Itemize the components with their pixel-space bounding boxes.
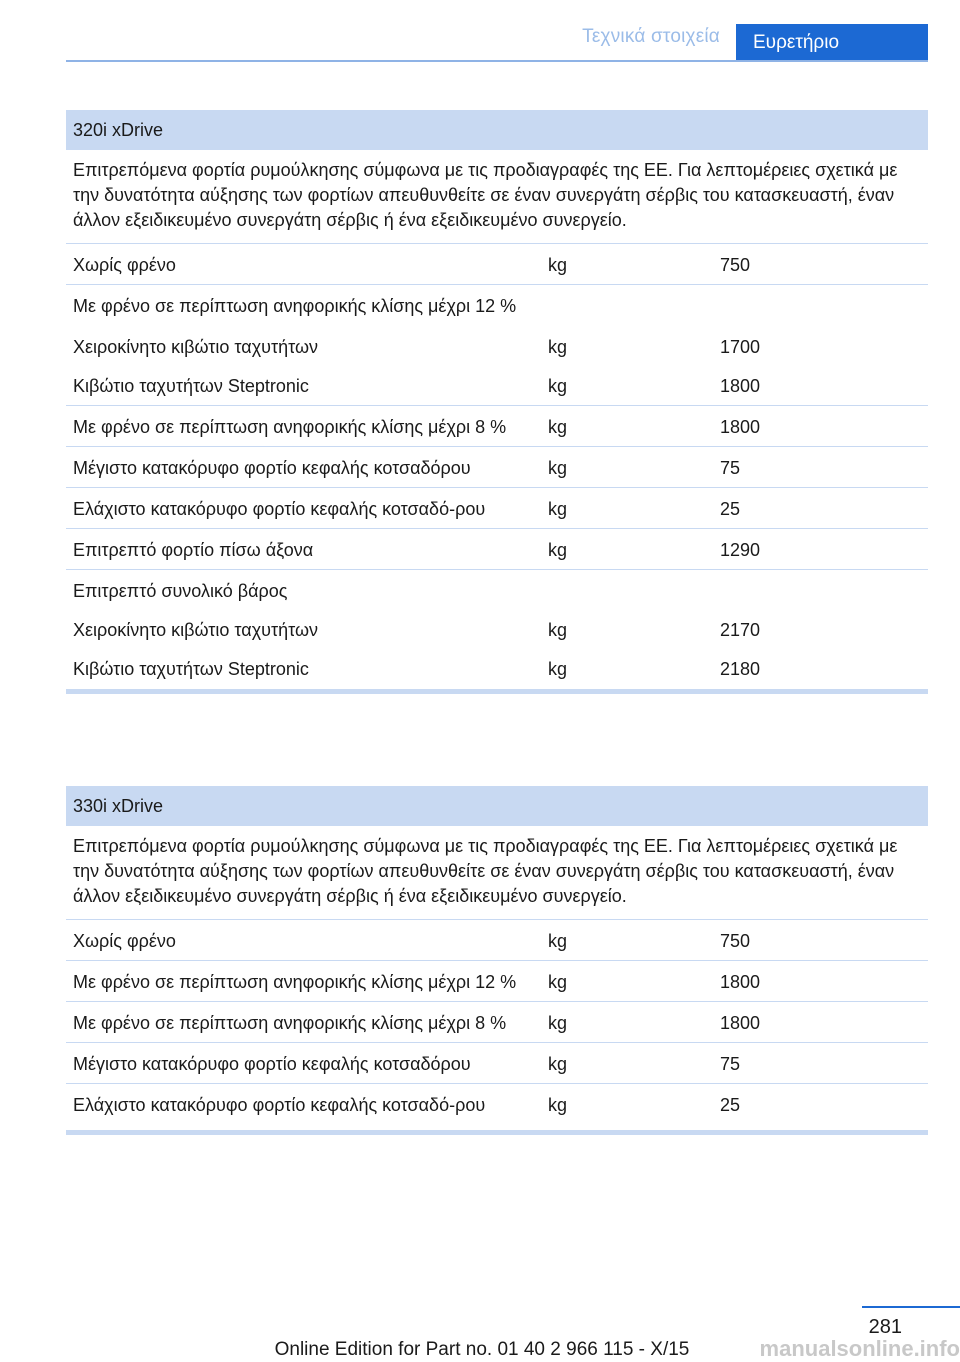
- row-unit: kg: [548, 972, 568, 992]
- row-unit: kg: [548, 417, 568, 437]
- row-unit: [540, 579, 712, 604]
- footer-divider: [862, 1306, 960, 1308]
- table-row: [66, 488, 928, 529]
- row-value: 1800: [720, 1013, 761, 1033]
- section-title: 320i xDrive: [66, 110, 928, 150]
- section-description: Επιτρεπόμενα φορτία ρυμούλκησης σύμφωνα με τις προδιαγραφές της ΕΕ. Για λεπτομέρειες σχετικά με την δυνατότητα αύξησης των φορτίων απευθυνθείτε σε έναν συνεργάτη σέρβις του κατασκευαστή, έναν άλλον εξειδικευμένο συνεργάτη σέρβις ή ένα εξειδικευμένο συνεργείο.: [66, 150, 928, 244]
- row-label: Με φρένο σε περίπτωση ανηφορικής κλίσης μέχρι 8 %: [73, 1013, 507, 1033]
- section-end-rule: [66, 689, 928, 694]
- watermark: manualsonline.info: [759, 1336, 960, 1361]
- tab-technical-data[interactable]: Τεχνικά στοιχεία: [582, 26, 720, 47]
- row-value: 1290: [720, 540, 761, 560]
- row-unit: kg: [548, 540, 568, 560]
- row-unit: kg: [548, 1054, 568, 1074]
- table-row: [66, 285, 928, 319]
- row-value: 1800: [720, 417, 761, 437]
- row-value: 25: [720, 1095, 741, 1115]
- table-row: [66, 447, 928, 488]
- row-label: Με φρένο σε περίπτωση ανηφορικής κλίσης μέχρι 8 %: [73, 417, 507, 437]
- tab-index[interactable]: Ευρετήριο: [736, 24, 928, 62]
- row-value: [712, 579, 928, 604]
- spec-section-330i: [66, 786, 928, 1135]
- row-label: Ελάχιστο κατακόρυφο φορτίο κεφαλής κοτσαδό-ρου: [73, 499, 486, 519]
- table-row: [66, 1002, 928, 1043]
- table-row: [66, 643, 928, 682]
- row-value: 25: [720, 499, 741, 519]
- row-value: 75: [720, 1054, 741, 1074]
- row-unit: kg: [548, 376, 568, 396]
- table-row: [66, 529, 928, 570]
- row-unit: kg: [548, 255, 568, 275]
- row-unit: kg: [548, 1095, 568, 1115]
- table-row: [66, 920, 928, 961]
- row-label: Χωρίς φρένο: [73, 255, 176, 275]
- row-unit: kg: [548, 931, 568, 951]
- section-description: Επιτρεπόμενα φορτία ρυμούλκησης σύμφωνα με τις προδιαγραφές της ΕΕ. Για λεπτομέρειες σχετικά με την δυνατότητα αύξησης των φορτίων απευθυνθείτε σε έναν συνεργάτη σέρβις του κατασκευαστή, έναν άλλον εξειδικευμένο συνεργάτη σέρβις ή ένα εξειδικευμένο συνεργείο.: [66, 826, 928, 920]
- row-unit: kg: [548, 499, 568, 519]
- row-value: 1800: [720, 376, 761, 396]
- table-row: [66, 1043, 928, 1084]
- row-label: Επιτρεπτό συνολικό βάρος: [73, 581, 288, 601]
- row-label: Χειροκίνητο κιβώτιο ταχυτήτων: [73, 337, 319, 357]
- header-divider: [66, 60, 928, 62]
- table-row: [66, 319, 928, 360]
- row-label: Επιτρεπτό φορτίο πίσω άξονα: [73, 540, 314, 560]
- edition-note: Online Edition for Part no. 01 40 2 966 115 - X/15: [274, 1339, 690, 1360]
- table-row: [66, 604, 928, 643]
- row-label: Κιβώτιο ταχυτήτων Steptronic: [73, 376, 309, 396]
- row-unit: kg: [548, 1013, 568, 1033]
- row-unit: kg: [548, 337, 568, 357]
- table-row: [66, 244, 928, 285]
- table-row: [66, 1084, 928, 1124]
- table-row: [66, 570, 928, 604]
- table-row: [66, 360, 928, 406]
- row-label: Ελάχιστο κατακόρυφο φορτίο κεφαλής κοτσαδό-ρου: [73, 1095, 486, 1115]
- spec-section-320i: [66, 110, 928, 694]
- row-unit: [540, 294, 712, 319]
- row-label: Με φρένο σε περίπτωση ανηφορικής κλίσης μέχρι 12 %: [73, 972, 517, 992]
- table-row: [66, 406, 928, 447]
- page-header: [0, 0, 960, 62]
- row-value: 75: [720, 458, 741, 478]
- row-value: [712, 294, 928, 319]
- row-label: Κιβώτιο ταχυτήτων Steptronic: [73, 659, 309, 679]
- row-label: Χωρίς φρένο: [73, 931, 176, 951]
- row-value: 750: [720, 255, 751, 275]
- section-end-rule: [66, 1130, 928, 1135]
- row-label: Με φρένο σε περίπτωση ανηφορικής κλίσης μέχρι 12 %: [73, 296, 517, 316]
- row-value: 2180: [720, 659, 761, 679]
- section-title: 330i xDrive: [66, 786, 928, 826]
- row-value: 2170: [720, 620, 761, 640]
- row-label: Μέγιστο κατακόρυφο φορτίο κεφαλής κοτσαδόρου: [73, 1054, 471, 1074]
- row-unit: kg: [548, 659, 568, 679]
- row-unit: kg: [548, 620, 568, 640]
- row-value: 1700: [720, 337, 761, 357]
- row-label: Χειροκίνητο κιβώτιο ταχυτήτων: [73, 620, 319, 640]
- row-label: Μέγιστο κατακόρυφο φορτίο κεφαλής κοτσαδόρου: [73, 458, 471, 478]
- row-unit: kg: [548, 458, 568, 478]
- row-value: 750: [720, 931, 751, 951]
- page-number: 281: [868, 1316, 902, 1338]
- row-value: 1800: [720, 972, 761, 992]
- table-row: [66, 961, 928, 1002]
